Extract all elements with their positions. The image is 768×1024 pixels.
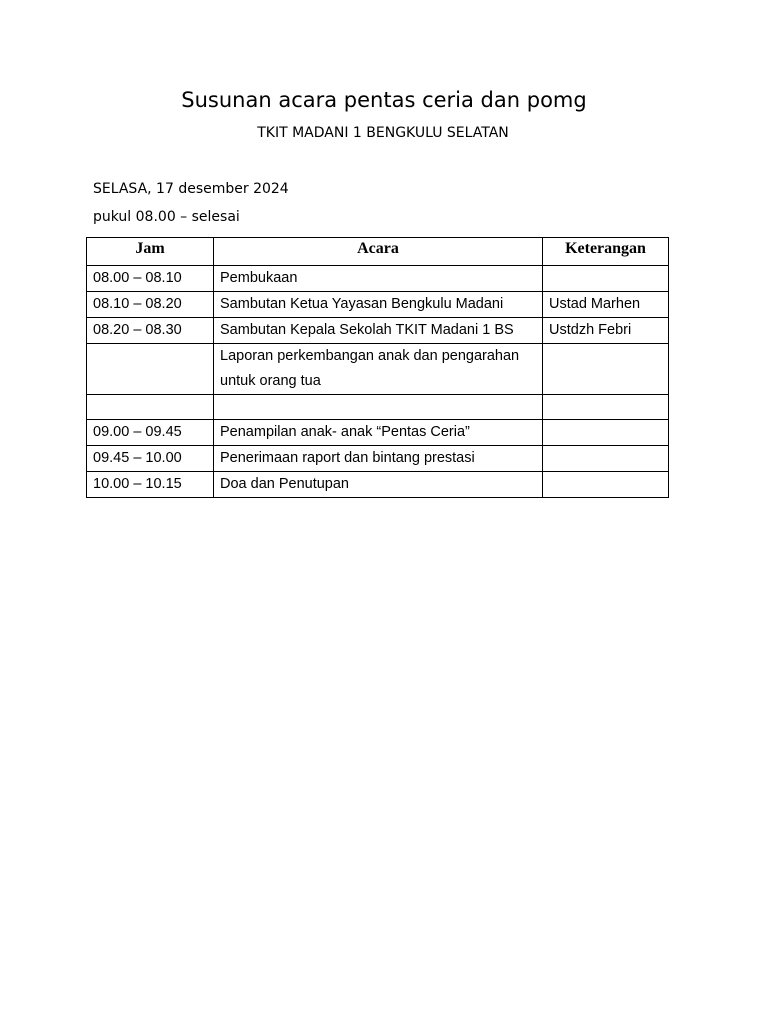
table-header-row [87,238,669,266]
cell-jam: 09.45 – 10.00 [87,446,214,472]
table-row [87,266,669,292]
table-row [87,292,669,318]
cell-acara [214,395,543,420]
table-row [87,472,669,498]
table-row [87,446,669,472]
column-header-acara: Acara [214,238,543,266]
column-header-jam: Jam [87,238,214,266]
table-row [87,420,669,446]
cell-jam [87,395,214,420]
cell-acara: Laporan perkembangan anak dan pengarahan untuk orang tua [214,344,543,395]
document-title: Susunan acara pentas ceria dan pomg [181,88,587,112]
event-time: pukul 08.00 – selesai [93,209,240,225]
cell-keterangan [543,472,669,498]
cell-acara: Sambutan Ketua Yayasan Bengkulu Madani [214,292,543,318]
cell-jam: 09.00 – 09.45 [87,420,214,446]
table-row [87,318,669,344]
cell-keterangan: Ustdzh Febri [543,318,669,344]
cell-acara: Sambutan Kepala Sekolah TKIT Madani 1 BS [214,318,543,344]
cell-keterangan [543,420,669,446]
cell-acara: Penampilan anak- anak “Pentas Ceria” [214,420,543,446]
cell-jam: 08.10 – 08.20 [87,292,214,318]
cell-keterangan [543,446,669,472]
cell-jam: 10.00 – 10.15 [87,472,214,498]
cell-keterangan [543,344,669,395]
cell-keterangan [543,266,669,292]
cell-acara: Penerimaan raport dan bintang prestasi [214,446,543,472]
table-row [87,344,669,395]
schedule-table [86,237,669,498]
event-date: SELASA, 17 desember 2024 [93,181,289,197]
cell-keterangan: Ustad Marhen [543,292,669,318]
cell-jam: 08.00 – 08.10 [87,266,214,292]
table-row [87,395,669,420]
cell-jam: 08.20 – 08.30 [87,318,214,344]
cell-acara: Doa dan Penutupan [214,472,543,498]
cell-keterangan [543,395,669,420]
cell-jam [87,344,214,395]
school-name: TKIT MADANI 1 BENGKULU SELATAN [257,125,509,141]
cell-acara: Pembukaan [214,266,543,292]
column-header-keterangan: Keterangan [543,238,669,266]
